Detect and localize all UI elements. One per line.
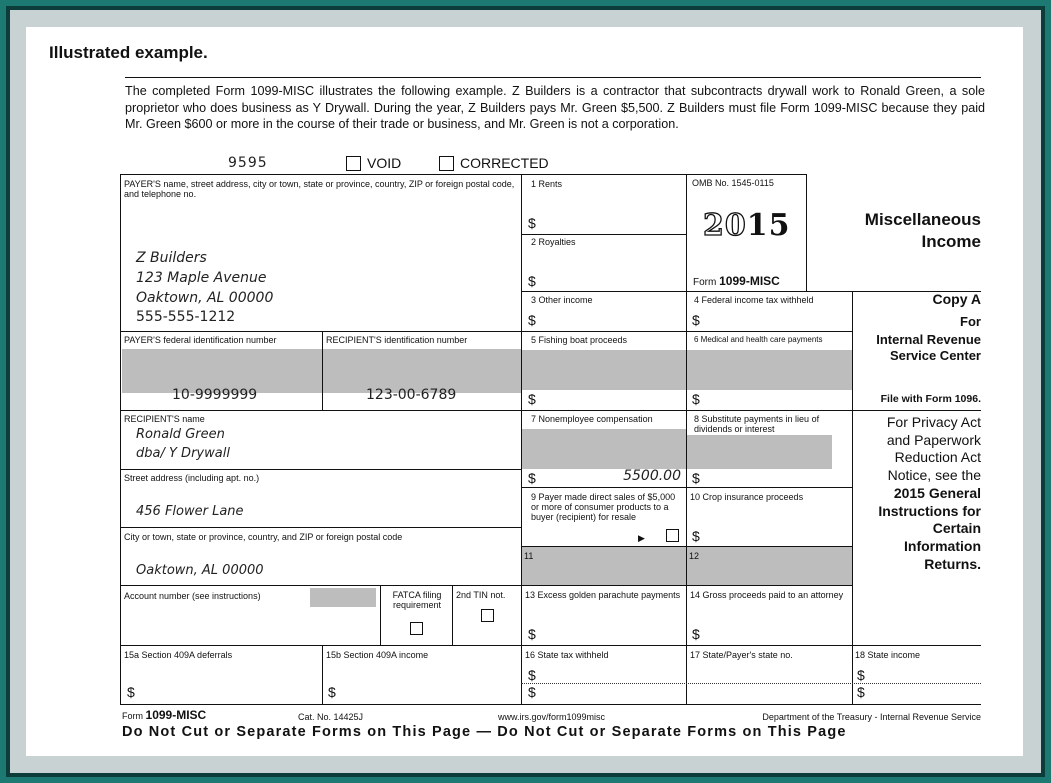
grid-line [806,174,807,291]
box2-label: 2 Royalties [531,237,576,247]
box15b-label: 15b Section 409A income [326,650,429,660]
box17-label: 17 State/Payer's state no. [690,650,793,660]
fatca-checkbox[interactable] [410,622,423,635]
box10-dollar: $ [692,528,700,544]
box14-dollar: $ [692,626,700,642]
street-label: Street address (including apt. no.) [124,473,260,483]
box7-value: 5500.00 [623,468,681,484]
payer-city: Oaktown, AL 00000 [136,290,274,306]
box7-label: 7 Nonemployee compensation [531,414,653,424]
void-label: VOID [367,155,402,171]
privacy-notice [852,414,981,573]
privacy-line: Returns. [924,555,981,572]
grid-line [322,331,323,410]
box18-dollar-2: $ [857,684,865,700]
grid-line [120,585,852,586]
grid-line [521,234,686,235]
privacy-line: Information [904,537,981,554]
privacy-line: Notice, see the [887,467,981,484]
box3-label: 3 Other income [531,295,593,305]
recipient-name: Ronald Green [136,427,225,442]
privacy-line: 2015 General [893,484,981,501]
form-name-bottom: 1099-MISC [145,708,207,722]
grid-line [322,645,323,705]
void-checkbox[interactable] [346,156,361,171]
box5-dollar: $ [528,391,536,407]
grid-line [521,174,522,705]
omb-number: OMB No. 1545-0115 [692,178,774,188]
box7-dollar: $ [528,470,536,486]
intro-paragraph: The completed Form 1099-MISC illustrates the following example. Z Builders is a contractor that subcontracts drywall work to Ronald Green, a sole proprietor who does business as Y Drywall. During the year, Z Builders pays Mr. Green $5,500. Z Builders must file Form 1099-MISC because they paid Mr. Green $600 or more in the course of their trade or business, and Mr. Green is not a corporation. [125,84,985,131]
grid-line [452,585,453,645]
form-page [26,27,1023,756]
privacy-line: and Paperwork [886,431,981,448]
form-id-bottom [122,708,206,722]
payer-tin-value: 10-9999999 [172,387,258,403]
box4-label: 4 Federal income tax withheld [694,295,814,305]
tin2-label: 2nd TIN not. [456,590,506,600]
payer-phone: 555-555-1212 [136,309,236,325]
payer-tin-label: PAYER'S federal identification number [124,335,277,345]
irs-url: www.irs.gov/form1099misc [498,712,606,722]
tin2-checkbox[interactable] [481,609,494,622]
box10-label: 10 Crop insurance proceeds [690,492,804,502]
grid-line [686,174,687,705]
box16-dollar-2: $ [528,684,536,700]
copy-a: Copy A [932,291,981,307]
box15b-dollar: $ [328,684,336,700]
form-title [816,209,981,253]
title-line-1: Miscellaneous [864,210,981,229]
box18-dollar-1: $ [857,667,865,683]
box9-checkbox[interactable] [666,529,679,542]
state-divider [521,683,981,684]
box15a-dollar: $ [127,684,135,700]
box1-dollar: $ [528,215,536,231]
shade-box6 [686,350,852,390]
payer-name: Z Builders [136,250,207,266]
shade-account [310,588,376,607]
shade-box5 [521,350,686,390]
treasury-dept: Department of the Treasury - Internal Revenue Service [762,712,981,722]
box1-label: 1 Rents [531,179,563,189]
box12-label: 12 [689,551,700,561]
privacy-line: For Privacy Act [886,414,981,430]
box8-dollar: $ [692,470,700,486]
page-heading: Illustrated example. [49,43,208,62]
form-name: 1099-MISC [719,274,780,288]
recipient-city: Oaktown, AL 00000 [136,563,264,578]
tax-year-prefix: 20 [703,208,747,243]
privacy-line: Instructions for [878,502,981,519]
recipient-dba: dba/ Y Drywall [136,446,230,461]
corrected-checkbox[interactable] [439,156,454,171]
box6-dollar: $ [692,391,700,407]
box16-dollar-1: $ [528,667,536,683]
cat-number: Cat. No. 14425J [298,712,364,722]
heading-rule [125,77,981,78]
box8-label: 8 Substitute payments in lieu of dividends or interest [694,414,820,434]
form-code: 9595 [228,155,268,171]
copy-for: For [960,314,981,329]
corrected-label: CORRECTED [460,155,549,171]
box4-dollar: $ [692,312,700,328]
box13-label: 13 Excess golden parachute payments [525,590,681,600]
grid-line [120,174,806,175]
shade-box11 [521,547,686,585]
box15a-label: 15a Section 409A deferrals [124,650,233,660]
box11-label: 11 [524,551,534,561]
grid-line [380,585,381,645]
box18-label: 18 State income [855,650,921,660]
grid-line [120,527,521,528]
box3-dollar: $ [528,312,536,328]
city-label: City or town, state or province, country, and ZIP or foreign postal code [124,532,403,542]
recipient-street: 456 Flower Lane [136,504,244,519]
box5-label: 5 Fishing boat proceeds [531,335,628,345]
fatca-label: FATCA filing requirement [392,590,442,610]
title-line-2: Income [921,232,981,251]
box16-label: 16 State tax withheld [525,650,609,660]
shade-box8 [686,435,832,469]
recipient-tin-value: 123-00-6789 [366,387,457,403]
privacy-line: Certain [932,520,981,537]
recipient-name-label: RECIPIENT'S name [124,414,205,424]
copy-irs: Internal Revenue Service Center [876,332,981,363]
tax-year [703,208,791,243]
box9-label: 9 Payer made direct sales of $5,000 or more of consumer products to a buyer (recipient) for resale [531,492,676,522]
shade-box12 [686,547,852,585]
box14-label: 14 Gross proceeds paid to an attorney [690,590,844,600]
box9-arrow: ▶ [638,533,645,543]
shade-box7 [521,429,686,469]
box6-label: 6 Medical and health care payments [694,335,823,344]
tax-year-suffix: 15 [746,208,791,243]
privacy-line: Reduction Act [894,449,981,466]
form-id-top [693,274,780,288]
recipient-tin-label: RECIPIENT'S identification number [326,335,468,345]
form-word: Form [693,277,717,288]
payer-street: 123 Maple Avenue [136,270,267,286]
payer-label: PAYER'S name, street address, city or town, state or province, country, ZIP or foreign postal code, and telephone no. [124,179,515,199]
grid-line [120,174,121,705]
box2-dollar: $ [528,273,536,289]
account-label: Account number (see instructions) [124,591,261,601]
form-word-bottom: Form [122,711,143,721]
grid-line [120,331,521,332]
grid-line [120,469,521,470]
do-not-cut-warning: Do Not Cut or Separate Forms on This Page — Do Not Cut or Separate Forms on This Page [122,724,847,740]
box13-dollar: $ [528,626,536,642]
file-with: File with Form 1096. [880,393,981,405]
